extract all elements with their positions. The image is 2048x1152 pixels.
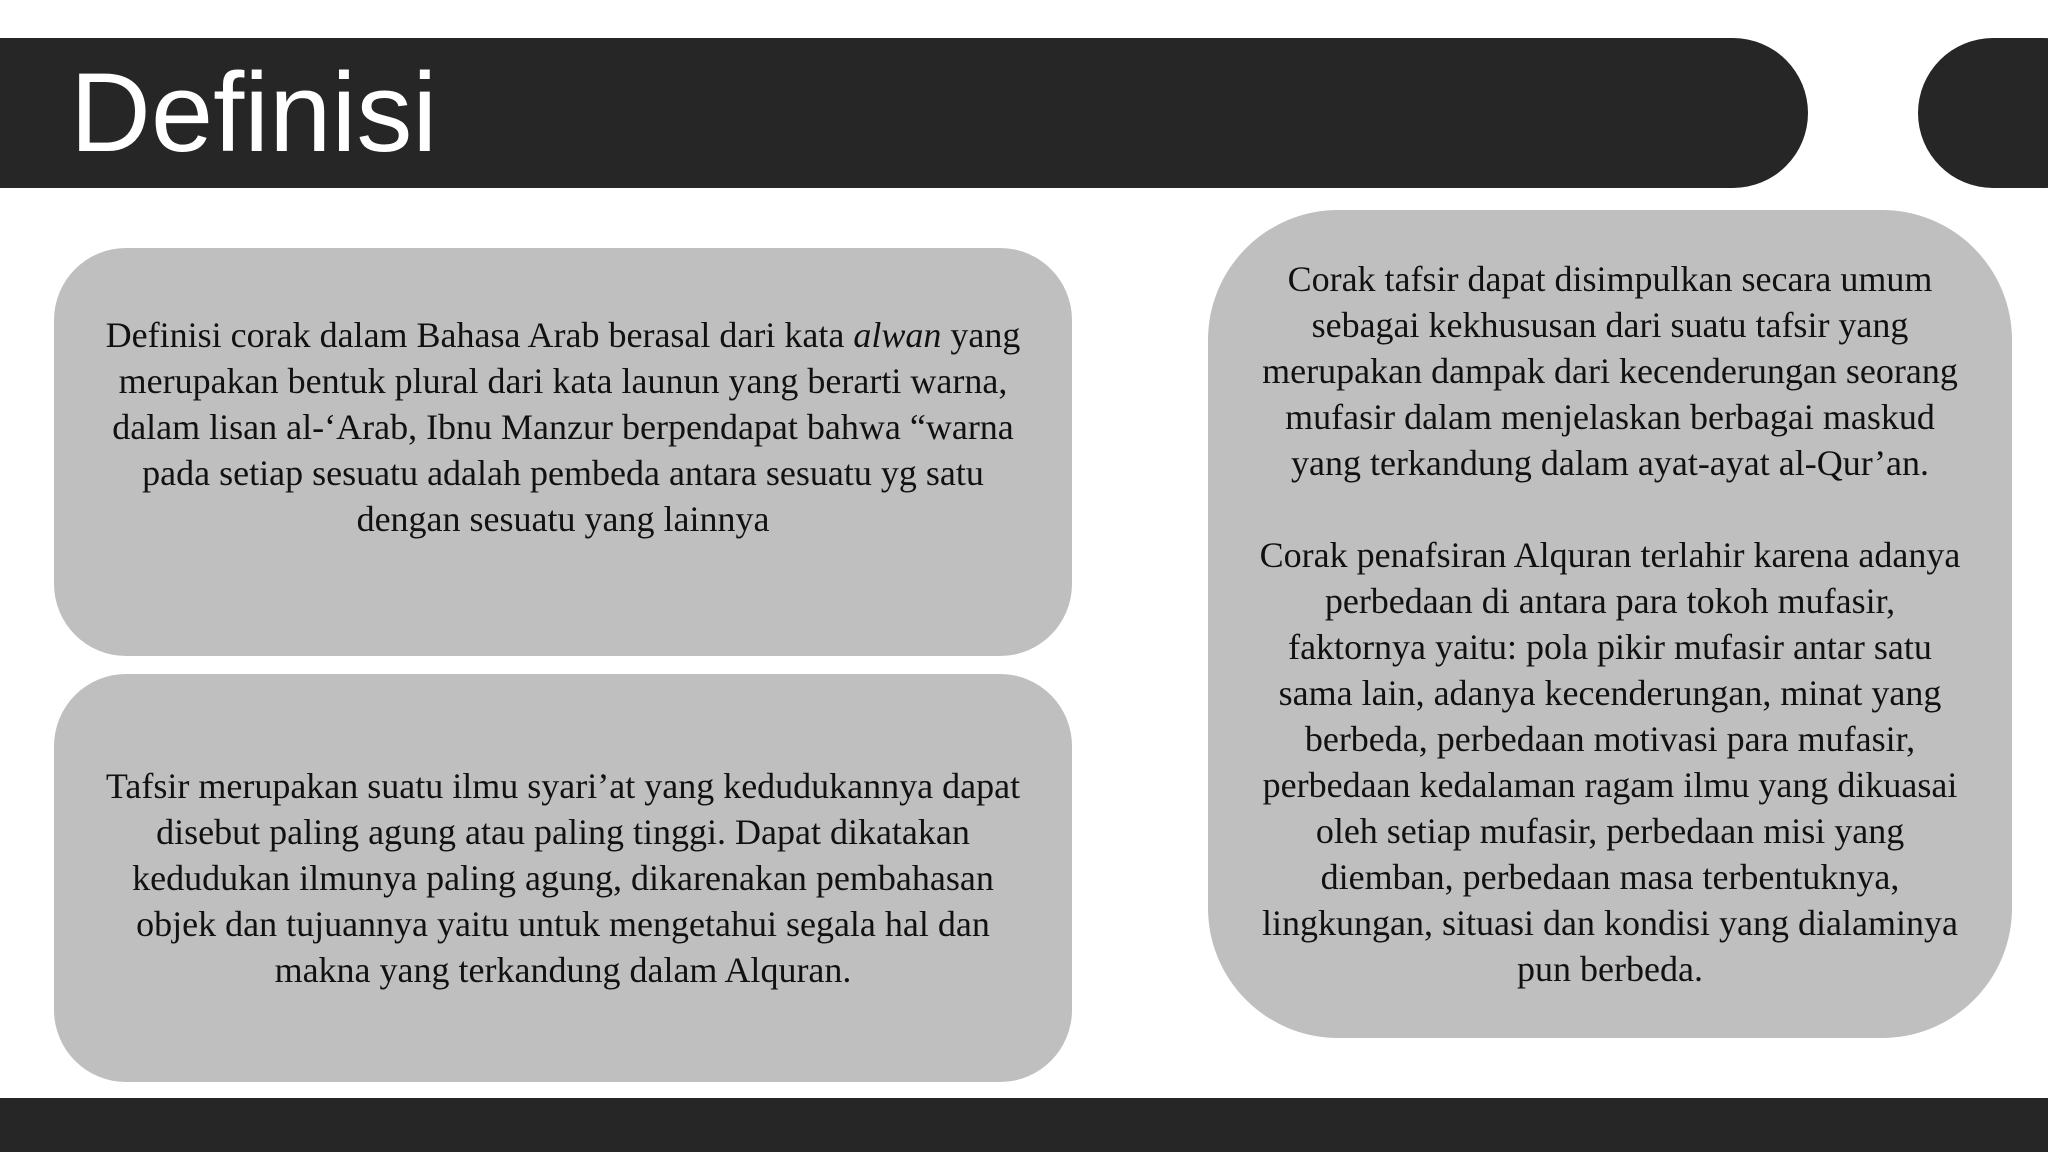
slide-title: Definisi <box>70 50 438 175</box>
card-1-italic-term: alwan <box>853 315 942 355</box>
corner-decoration <box>1918 38 2048 188</box>
definition-card-tafsir-text: Tafsir merupakan suatu ilmu syari’at yang kedudukannya dapat disebut paling agung atau paling tinggi. Dapat dikatakan kedudukan ilmunya paling agung, dikarenakan pembahasan objek dan tujuannya yaitu untuk mengetahui segala hal dan makna yang terkandung dalam Alquran. <box>105 766 1021 990</box>
summary-card-content <box>1258 256 1962 992</box>
summary-card <box>1208 210 2012 1038</box>
card-1-text-end: yang merupakan bentuk plural dari kata launun yang berarti warna, dalam lisan al-‘Arab, Ibnu Manzur berpendapat bahwa “warna pada setiap sesuatu adalah pembeda antara sesuatu yg satu dengan sesuatu yang lainnya <box>112 315 1021 539</box>
definition-card-corak-text <box>94 312 1032 542</box>
card-1-text-start: Definisi corak dalam Bahasa Arab berasal dari kata <box>105 315 854 355</box>
footer-bar <box>0 1098 2048 1152</box>
definition-card-corak <box>54 248 1072 656</box>
summary-paragraph-1: Corak tafsir dapat disimpulkan secara umum sebagai kekhususan dari suatu tafsir yang merupakan dampak dari kecenderungan seorang mufasir dalam menjelaskan berbagai maskud yang terkandung dalam ayat-ayat al-Qur’an. <box>1262 259 1958 483</box>
summary-paragraph-2: Corak penafsiran Alquran terlahir karena adanya perbedaan di antara para tokoh mufasir, faktornya yaitu: pola pikir mufasir antar satu sama lain, adanya kecenderungan, minat yang berbeda, perbedaan motivasi para mufasir, perbedaan kedalaman ragam ilmu yang dikuasai oleh setiap mufasir, perbedaan misi yang diemban, perbedaan masa terbentuknya, lingkungan, situasi dan kondisi yang dialaminya pun berbeda. <box>1259 535 1961 989</box>
definition-card-tafsir <box>54 674 1072 1082</box>
